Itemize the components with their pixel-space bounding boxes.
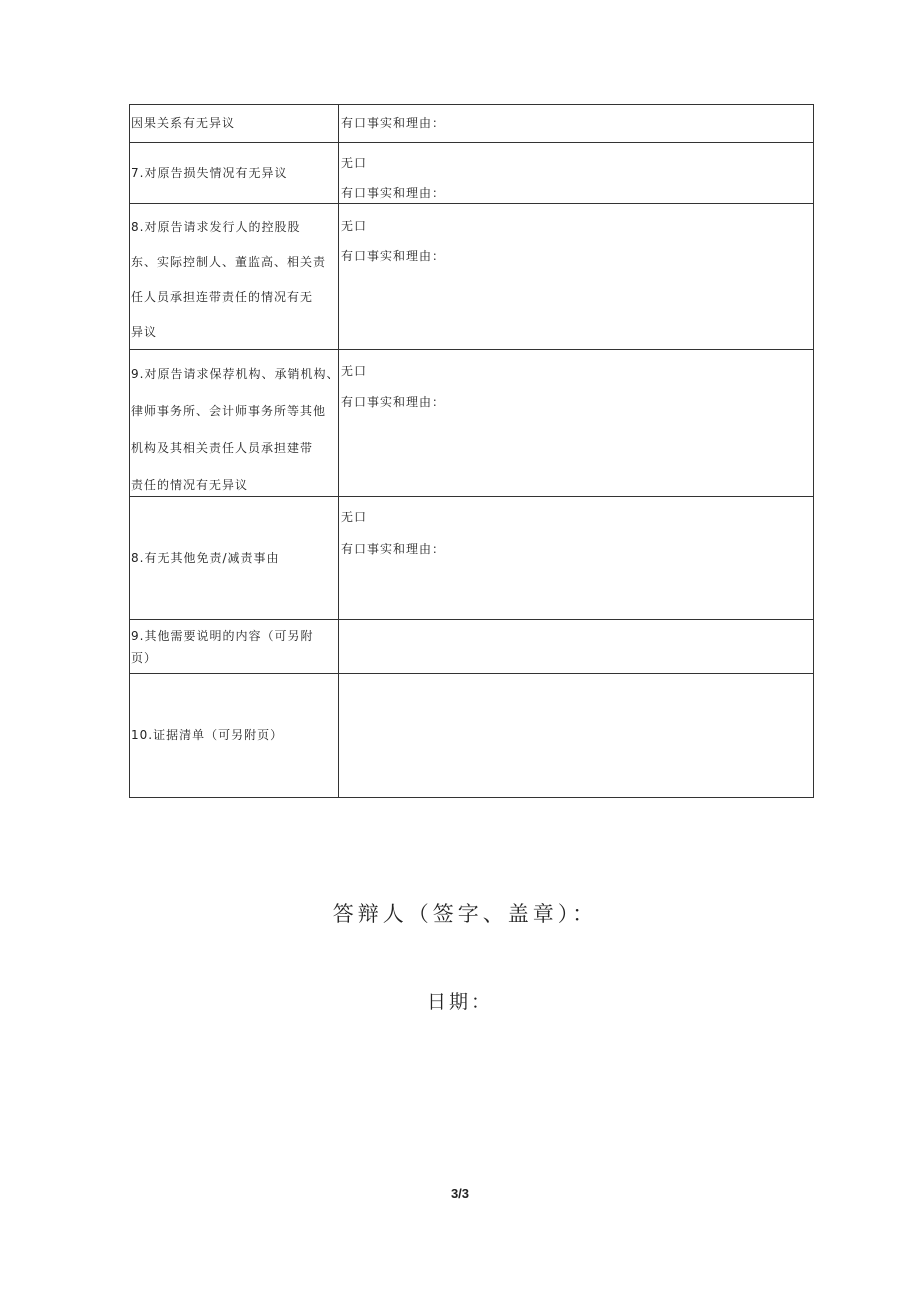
table-row xyxy=(130,350,814,497)
reason-option: 有口事实和理由： xyxy=(341,395,446,409)
no-option: 无口 xyxy=(341,156,368,170)
answer-cell[interactable] xyxy=(339,674,814,798)
question-text: 异议 xyxy=(131,325,158,339)
answer-cell[interactable] xyxy=(339,143,814,204)
question-text: 10.证据清单（可另附页） xyxy=(131,728,284,742)
question-cell xyxy=(130,620,339,674)
table-row xyxy=(130,620,814,674)
question-text: 东、实际控制人、董监高、相关责 xyxy=(131,255,327,269)
no-option: 无口 xyxy=(341,364,368,378)
table-row xyxy=(130,674,814,798)
question-text: 7.对原告损失情况有无异议 xyxy=(131,166,288,180)
table-row xyxy=(130,105,814,143)
table-row xyxy=(130,204,814,350)
page-number: 3/3 xyxy=(450,1186,470,1201)
no-option: 无口 xyxy=(341,510,368,524)
reason-option: 有口事实和理由： xyxy=(341,116,446,130)
signature-label: 答辩人（签字、盖章）： xyxy=(332,902,598,926)
answer-cell[interactable] xyxy=(339,497,814,620)
question-text: 因果关系有无异议 xyxy=(131,116,236,130)
no-option: 无口 xyxy=(341,219,368,233)
table-row xyxy=(130,497,814,620)
answer-cell[interactable] xyxy=(339,350,814,497)
question-cell xyxy=(130,674,339,798)
question-text: 9.其他需要说明的内容（可另附 xyxy=(131,629,314,643)
question-text: 页） xyxy=(131,651,158,665)
answer-cell[interactable] xyxy=(339,105,814,143)
question-cell xyxy=(130,350,339,497)
question-text: 8.有无其他免责/减责事由 xyxy=(131,551,280,565)
question-text: 责任的情况有无异议 xyxy=(131,478,249,492)
question-text: 任人员承担连带责任的情况有无 xyxy=(131,290,314,304)
reason-option: 有口事实和理由： xyxy=(341,542,446,556)
defense-form-table xyxy=(129,104,814,798)
reason-option: 有口事实和理由： xyxy=(341,186,446,200)
question-text: 8.对原告请求发行人的控股股 xyxy=(131,220,301,234)
question-cell xyxy=(130,143,339,204)
table-row xyxy=(130,143,814,204)
question-cell xyxy=(130,204,339,350)
question-cell xyxy=(130,497,339,620)
answer-cell[interactable] xyxy=(339,204,814,350)
answer-cell[interactable] xyxy=(339,620,814,674)
question-text: 机构及其相关责任人员承担建带 xyxy=(131,441,314,455)
date-label: 日期： xyxy=(426,991,493,1013)
question-text: 9.对原告请求保荐机构、承销机构、 xyxy=(131,367,340,381)
question-text: 律师事务所、会计师事务所等其他 xyxy=(131,404,327,418)
question-cell xyxy=(130,105,339,143)
reason-option: 有口事实和理由： xyxy=(341,249,446,263)
